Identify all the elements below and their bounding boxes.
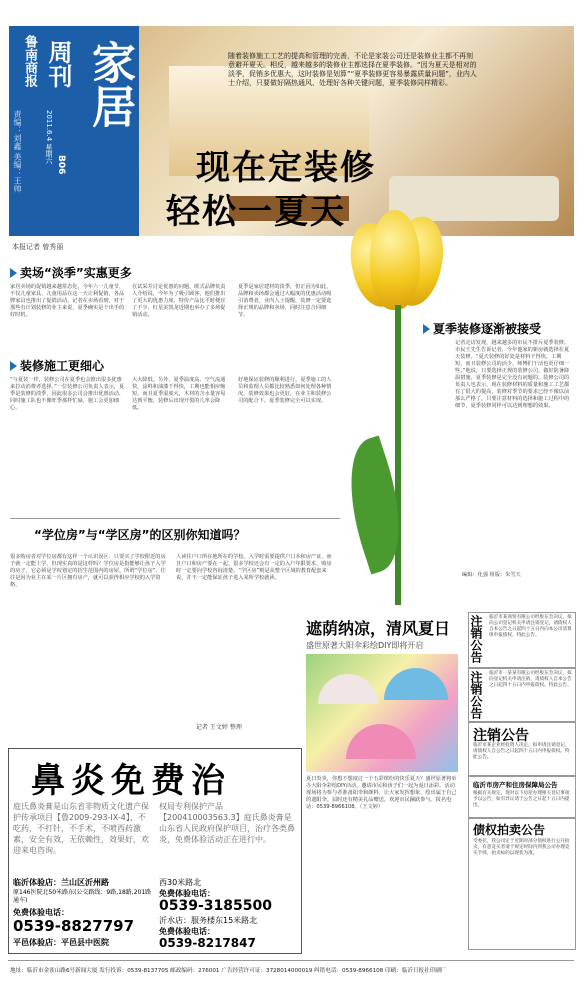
notice-2-text: 临沂市一某某有限公司经股东会决议，拟向登记机关申请注销，请债权人自本公告之日起四十五日内申报债权。特此公告。 [489, 671, 572, 688]
ad-headline: 鼻炎免费治 [31, 761, 231, 801]
section2-title: 装修施工更细心 [20, 359, 105, 373]
masthead-page: B06 [56, 155, 66, 175]
ad-address-1: 原146医院北50米路东(公交路线：9路,18路,201路通车) [13, 889, 152, 904]
section1-col2: 在试采并讨论优惠的问题，欧式品牌负责人介绍说，今年为了吸引顾客，他们推出了更大的优惠力度，特价产品比平时便宜了不少，红星美凯龙近期也举办了多场促销活动。 [132, 284, 226, 318]
ad-phone-3: 0539-8217847 [159, 936, 256, 950]
section1-heading [10, 262, 132, 281]
section3-heading [423, 318, 541, 337]
summer-text: 夏日炎炎，你想不想度过一个五彩缤纷的快乐夏天？盛世原著将举办大阳伞彩绘DIY活动，邀请市民和孩子们一起为夏日添彩。活动现场将为参与者准备阳伞和颜料，让大家发挥想象，绘出属于自己的遮阳伞。届时还有精美礼品赠送，欢迎市民踊跃参与。报名电话：0539-8966108。（王文婷） [306, 776, 457, 810]
arrow-icon [423, 324, 430, 334]
masthead-section: 家居 [84, 40, 135, 128]
section3-editor: 编辑：化强 组版：朱雪天 [462, 572, 521, 578]
notice-2-title: 注销公告 [469, 671, 483, 719]
article2-col2: 人读住户口所在地所在的学校。入学时需要提供户口本和房产证，而且户口和房产要在一起。很多学校还会有一定的入户年限要求，购房时一定要向学校咨询清楚。“学区房”则是从整个区域的教育配套来说，并不一定能保证孩子进入某所学校就读。 [176, 554, 332, 581]
notice-1-text: 临沂市某商贸有限公司经股东会决议，拟向公司登记机关申请注销登记，请债权人自本公告之日起四十五日内向本公司清算组申报债权。特此公告。 [489, 615, 572, 638]
ad-location-3: 西30米路北 [159, 878, 202, 887]
footer-text: 地址：临沂市金雀山路6号新闻大厦 发行投诉：0539-8137705 邮政编码：276001 广告经营许可证：3728014000019 纠错电话：0539-8966108 印刷：临沂日报社印刷厂 [10, 968, 447, 974]
hero-headline-1: 现在定装修 [196, 148, 376, 188]
section2-col1: “与夏装一样，装修公司在夏季也会推出很多优惠来拉动消费者选择。”一位装修公司负责人表示，夏季是装修的淡季，因此很多公司会推出优惠活动，同时施工队也不像旺季那样忙碌，施工会更加细心。 [10, 377, 125, 411]
ad-phone-2: 0539-3185500 [159, 898, 272, 914]
tulip-image [340, 210, 460, 610]
section2-heading [10, 355, 104, 374]
ad-phone-1: 0539-8827797 [13, 917, 135, 935]
ad-phone-3-label: 免费体验电话： [159, 927, 215, 936]
notice-3-title: 注销公告 [473, 728, 529, 744]
notice-5 [468, 818, 576, 950]
section2-col3: 好地保证装修的顺利进行。夏季施工的人员和监理人员都比较熟悉如何处理各种情况，装修效果也会更好，在业主和装修公司的配合下，夏季装修完全可以实现。 [238, 377, 332, 404]
notice-4 [468, 776, 576, 818]
tulip-petal-center [370, 210, 420, 310]
summer-title: 遮荫纳凉，清风夏日 [306, 619, 451, 638]
summer-subtitle: 盛世原著大阳伞彩绘DIY即将开启 [306, 641, 424, 650]
ad-location-1: 临沂体验店：兰山区沂州路 [13, 878, 109, 887]
article2-title: “学位房”与“学区房”的区别你知道吗？ [34, 528, 246, 542]
section2-col2: 大大降低。另外，夏季温度高、空气流通快，涂料和油漆干得快，工期也能相应缩短。而且夏季湿度大，木材的含水量容易达到平衡，装修后出现开裂的几率会降低。 [132, 377, 226, 411]
section3-text: 记者走访发现，越来越多的市民不排斥夏季装修。市民王先生告诉记者，今年他家的新房就选择在夏天装修，“夏天装修的好处是材料干得快，工期短，而且装修公司的活少，师傅们干活也更仔细一些。”他说，只要选择正规的装修公司，做好防暑降温措施，夏季装修是完全没有问题的。装修公司的负责人也表示，现在装修材料的质量和施工工艺都有了很大的提高，装修对季节的要求已经不像以前那么严格了，只要注意材料的选择和施工过程中的细节，夏季装修同样可以达到理想的效果。 [455, 340, 570, 409]
ad-location-4: 沂水店：服务楼东15米路北 [159, 916, 258, 925]
notice-3-text: 临沂市某企业经投资人决定，拟申请注销登记，请债权人自公告之日起四十五日内申报债权。特此公告。 [473, 743, 570, 760]
divider-line [10, 518, 340, 519]
tulip-stem [395, 305, 401, 605]
hero-byline: 本报记者 曾秀丽 [12, 243, 64, 251]
section1-title: 卖场“淡季”实惠更多 [20, 266, 132, 280]
notice-2 [468, 668, 576, 722]
section3-title: 夏季装修逐渐被接受 [433, 322, 542, 336]
umbrella-shape [318, 674, 378, 704]
hero-intro: 随着装修施工工艺的提高和管理的完善，不论是家装公司还是装修业主都不再刻意避开夏天。相反，越来越多的装修业主都选择在夏季装修。“因为夏天是相对的淡季，促销多优惠大，这时装修是划算”“夏季装修更容易暴露质量问题”，业内人士介绍，只要做好隔热通风、处理好各种关键问题，夏季装修同样精彩。 [228, 52, 477, 87]
umbrella-shape [384, 668, 448, 700]
masthead-paper-name: 鲁南商报 [22, 35, 37, 87]
masthead-date: 2011.6.4 星期六 [45, 110, 53, 165]
notice-4-text: 根据有关规定，现对以下房屋办理相关登记事项予以公告，如有异议请于公告之日起十五日内提出。 [473, 791, 570, 808]
section1-col3: 夏季是家居建材的淡季，但正因为如此，品牌和卖场都会通过大幅度的优惠活动吸引消费者。业内人士提醒，装修一定要选择正规的品牌和卖场，同时注意合同细节。 [238, 284, 332, 318]
article2-col1: 很多购房者对学位房都有这样一个认识误区：只要买了学校附近的房子就一定能上学，但现实真的是这样吗？学位房是指能够让孩子入学的房子，它必须是学校划定的招生范围内的房屋。所谓“学位房”，往往是因为业主在某一片区拥有房产，就可以获得相应学校的入学资格。 [10, 554, 166, 588]
article2-byline: 记者 王文婷 整理 [196, 724, 242, 731]
notice-4-company: 临沂市房产和住房保障局公告 [473, 781, 558, 789]
notice-5-text: 受委托，我公司定于近期对部分债权进行公开拍卖，有意竞买者请于规定时间内到我公司办理竞买手续，拍卖标的以现状为准。 [473, 839, 570, 856]
arrow-icon [10, 268, 17, 278]
notice-1 [468, 612, 576, 668]
rhinitis-ad [8, 748, 302, 954]
notice-5-title: 债权拍卖公告 [473, 823, 546, 837]
ad-phone-1-label: 免费体验电话： [13, 908, 69, 917]
ad-location-2: 平邑体验店：平邑县中医院 [13, 938, 109, 947]
ad-body-left: 庭氏鼻炎膏是山东省非物质文化遗产保护传承项目【鲁2009-293-IX-4】，不吃药，不打针，不手术，不喷西药激素，安全有效，无依赖性，效果好，欢迎来电咨询。 [13, 802, 149, 855]
masthead-weekly: 周刊 [44, 40, 72, 88]
umbrella-shape [346, 724, 416, 759]
section1-col1: 家居卖场的促销越来越常态化，今年六一儿童节，不仅儿童家具、儿童用品在这一天让利促销，各品牌家具也推出了促销活动。记者在卖场看到，对于那些有计划装修的业主来说，夏季确实是个出手的好时机。 [10, 284, 125, 318]
umbrella-photo [306, 654, 458, 772]
ad-phone-2-label: 免费体验电话： [159, 889, 215, 898]
ad-body-right: 权局专利保护产品【200410003563.3】庭氏鼻炎膏是山东省人民政府保护项目，治疗各类鼻炎，免费体验活动正在进行中。 [159, 802, 295, 844]
notice-1-title: 注销公告 [469, 615, 483, 663]
masthead-side: 责编：刘鑫 美编：王帅 [13, 110, 22, 193]
arrow-icon [10, 361, 17, 371]
tulip-leaf [331, 435, 419, 574]
notice-3 [468, 722, 576, 776]
hero-headline-2: 轻松一夏天 [166, 192, 346, 232]
footer-rule [8, 960, 574, 961]
